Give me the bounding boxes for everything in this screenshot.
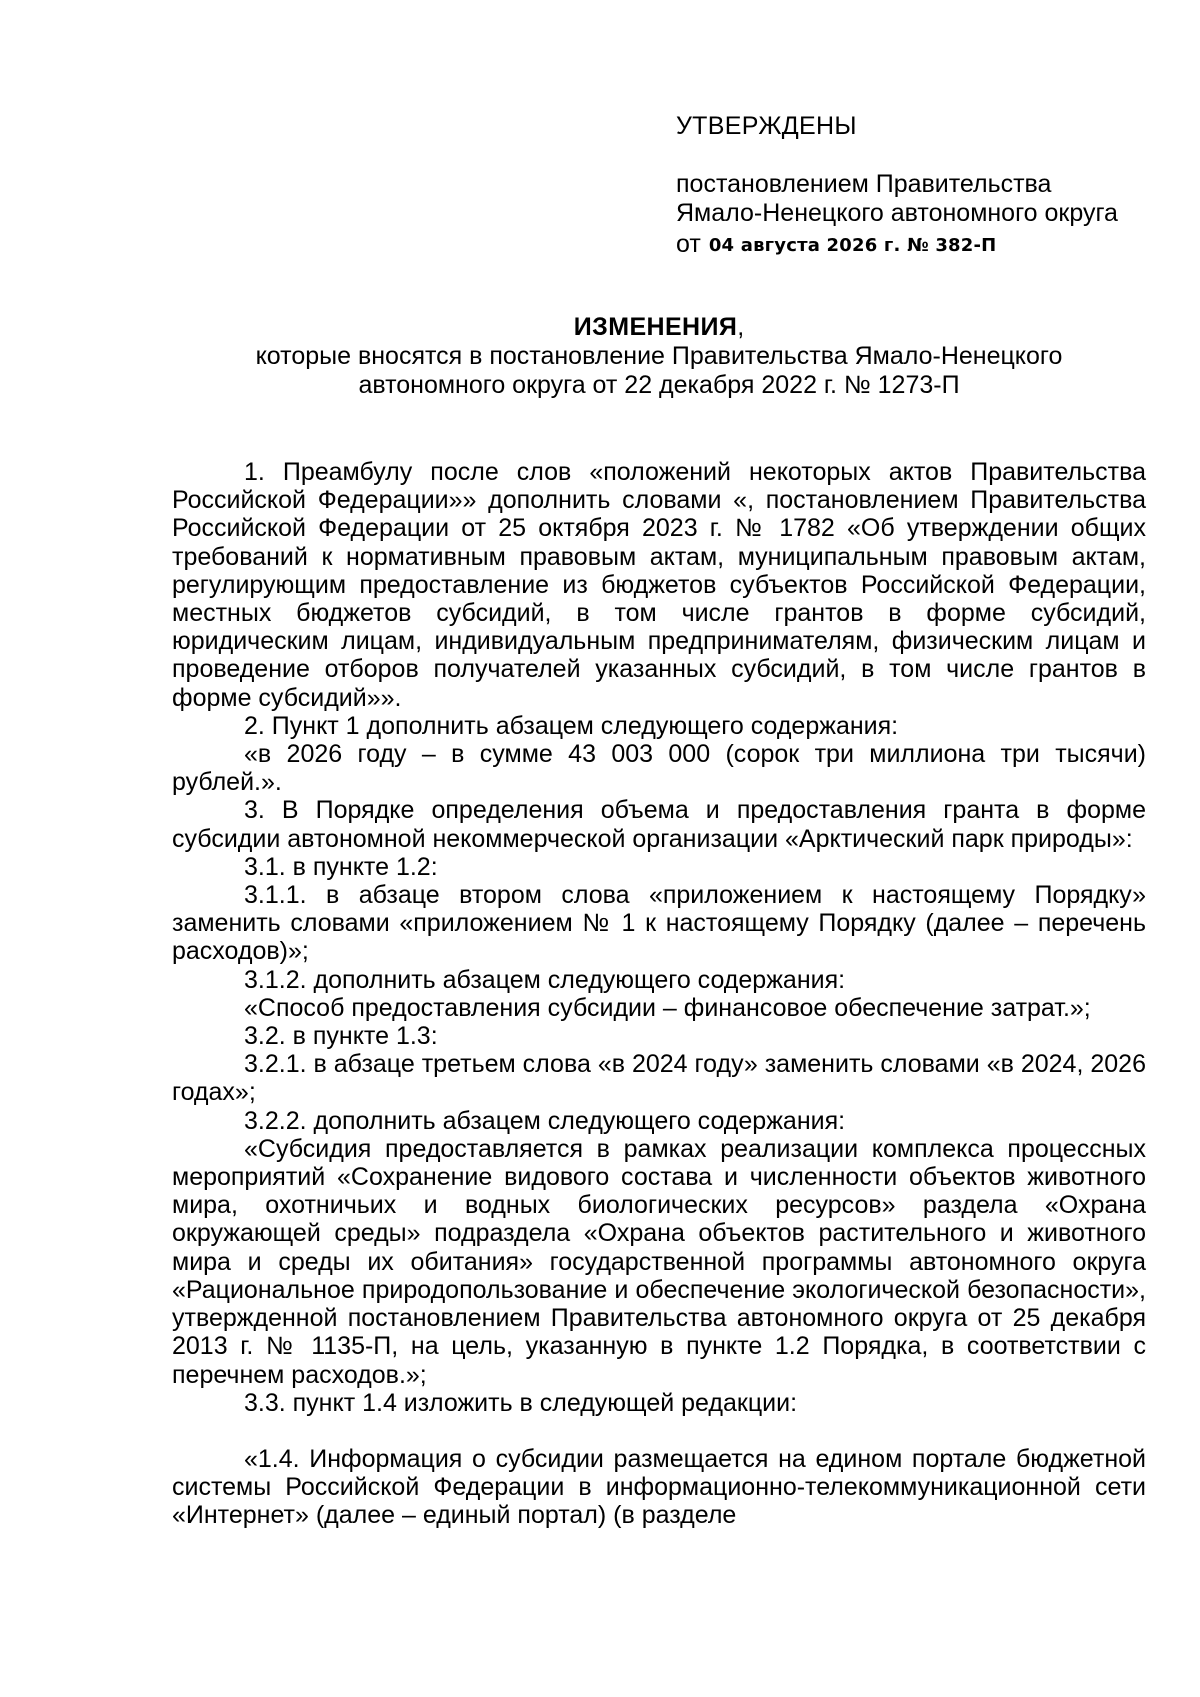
- approval-line-decree: постановлением Правительства: [676, 170, 1052, 198]
- paragraph-item-3-2-2-text: «Субсидия предоставляется в рамках реализации комплекса процессных мероприятий «Сохранение видового состава и численности объектов животного мира, охотничьих и водных биологических ресурсов» раздела «Охрана окружающей среды» подраздела «Охрана объектов растительного и животного мира и среды их обитания» государственной программы автономного округа «Рациональное природопользование и обеспечение экологической безопасности», утвержденной постановлением Правительства автономного округа от 25 декабря 2013 г. № 1135-П, на цель, указанную в пункте 1.2 Порядка, в соответствии с перечнем расходов.»;: [172, 1134, 1146, 1389]
- document-title: ИЗМЕНЕНИЯ: [573, 313, 738, 341]
- approval-stamp-block: [676, 112, 1156, 260]
- paragraph-item-3-1-1: 3.1.1. в абзаце втором слова «приложением к настоящему Порядку» заменить словами «приложением № 1 к настоящему Порядку (далее – перечень расходов)»;: [172, 881, 1146, 966]
- approval-date-line: [676, 230, 1156, 260]
- paragraph-item-3-3: 3.3. пункт 1.4 изложить в следующей редакции:: [244, 1388, 798, 1417]
- paragraph-item-3-2-1: 3.2.1. в абзаце третьем слова «в 2024 году» заменить словами «в 2024, 2026 годах»;: [172, 1050, 1146, 1107]
- approval-stamp-title: УТВЕРЖДЕНЫ: [676, 112, 857, 140]
- paragraph-item-1: 1. Преамбулу после слов «положений некоторых актов Правительства Российской Федерации»» дополнить словами «, постановлением Правительства Российской Федерации от 25 октября 2023 г. № 1782 «Об утверждении общих требований к нормативным правовым актам, муниципальным правовым актам, регулирующим предоставление из бюджетов субъектов Российской Федерации, местных бюджетов субсидий, в том числе грантов в форме субсидий, юридическим лицам, индивидуальным предпринимателям, физическим лицам и проведение отборов получателей указанных субсидий, в том числе грантов в форме субсидий»».: [172, 458, 1146, 712]
- approval-registration-number: 04 августа 2026 г. № 382-П: [708, 235, 997, 256]
- document-title-line: [172, 313, 1146, 342]
- document-body: [172, 458, 1146, 1530]
- document-subtitle-line-2: автономного округа от 22 декабря 2022 г. № 1273-П: [358, 371, 960, 399]
- paragraph-item-2-text: «в 2026 году – в сумме 43 003 000 (сорок три миллиона три тысячи) рублей.».: [172, 740, 1146, 797]
- paragraph-item-2: 2. Пункт 1 дополнить абзацем следующего содержания:: [244, 711, 899, 740]
- paragraph-item-1-4-text: «1.4. Информация о субсидии размещается на едином портале бюджетной системы Российской Федерации в информационно-телекоммуникационной сети «Интернет» (далее – единый портал) (в разделе: [172, 1444, 1146, 1530]
- paragraph-item-3-1-2: 3.1.2. дополнить абзацем следующего содержания:: [244, 965, 846, 994]
- paragraph-item-3-1-2-text: «Способ предоставления субсидии – финансовое обеспечение затрат.»;: [244, 993, 1091, 1022]
- paragraph-item-3-2-2: 3.2.2. дополнить абзацем следующего содержания:: [244, 1106, 846, 1135]
- approval-date-prefix: от: [676, 230, 701, 258]
- paragraph-item-3-1: 3.1. в пункте 1.2:: [244, 852, 438, 881]
- approval-line-government: Ямало-Ненецкого автономного округа: [676, 199, 1118, 227]
- document-subtitle-line-1: которые вносятся в постановление Правительства Ямало-Ненецкого: [255, 342, 1063, 370]
- document-title-suffix: ,: [737, 313, 745, 341]
- paragraph-item-3: 3. В Порядке определения объема и предоставления гранта в форме субсидии автономной некоммерческой организации «Арктический парк природы»:: [172, 796, 1146, 853]
- paragraph-item-3-2: 3.2. в пункте 1.3:: [244, 1022, 438, 1051]
- document-heading: [172, 313, 1146, 400]
